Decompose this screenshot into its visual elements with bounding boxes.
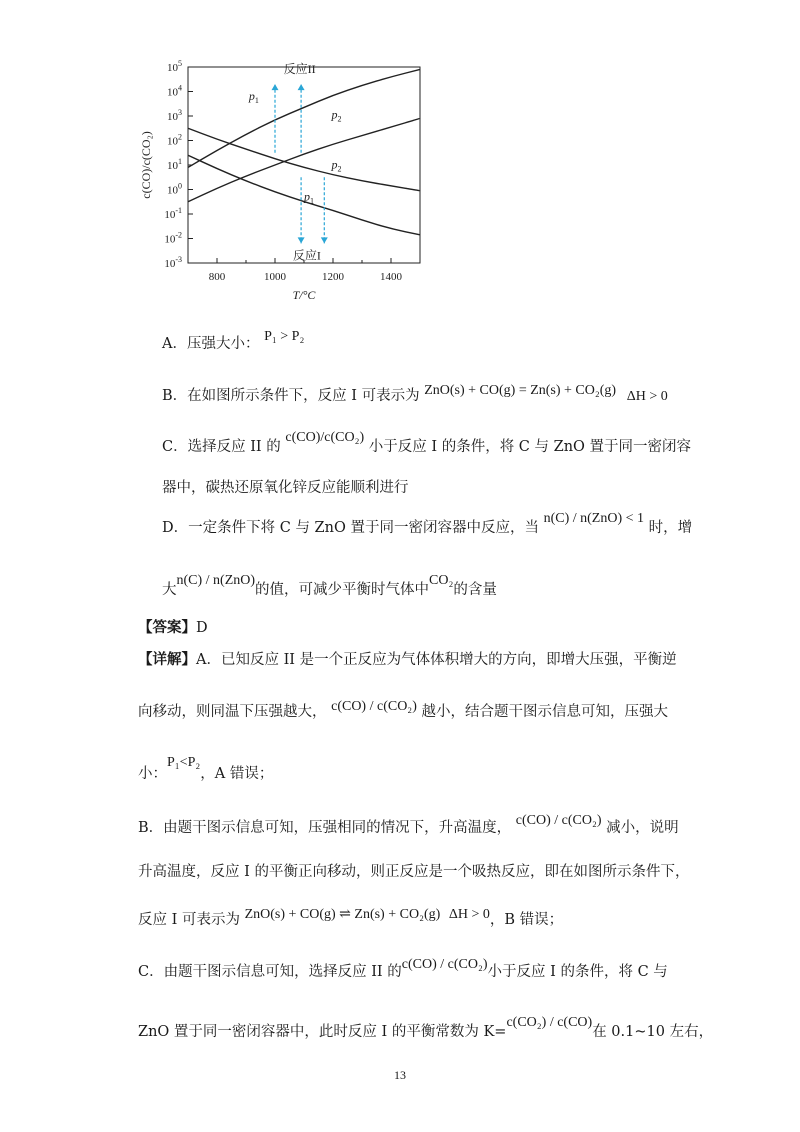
page-number: 13: [394, 1068, 406, 1082]
y-tick-label: $10^5$: [167, 59, 182, 74]
option-a: [162, 329, 305, 355]
answer-label: 【答案】: [138, 619, 196, 636]
answer-value: D: [196, 620, 208, 636]
reaction-arrowhead-1: [272, 84, 279, 90]
option-a-math: P₁ > P₂: [264, 329, 305, 344]
y-tick-label: $10^2$: [167, 132, 182, 148]
option-d-line2-post: 的含量: [453, 582, 497, 598]
option-d-pre: D．一定条件下将 C 与 ZnO 置于同一密闭容器中反应，当: [162, 520, 539, 536]
plot-frame: [188, 67, 420, 263]
detail-c-line1-math: c(CO) / c(CO₂): [401, 957, 488, 972]
x-tick-label: 1400: [380, 271, 402, 283]
detail-b-line3-math: ZnO(s) + CO(g) ⇌ Zn(s) + CO₂(g): [244, 907, 441, 922]
reaction-arrowhead-4: [321, 237, 328, 243]
detail-b-line1-post: 减小，说明: [606, 820, 679, 836]
option-c-line2: 器中，碳热还原氧化锌反应能顺利进行: [162, 480, 409, 496]
detail-b-line1: [138, 813, 679, 839]
option-d-line2: [162, 573, 497, 601]
detail-c-line1: [138, 957, 668, 983]
reaction-2-label: 反应II: [283, 62, 316, 77]
label-r1-p2: $p_2$: [331, 157, 342, 174]
reaction-arrowhead-2: [298, 84, 305, 90]
detail-a-line3-math: P₁<P₂: [167, 755, 201, 770]
detail-b-line3-dh: ΔH > 0: [448, 907, 490, 922]
y-tick-label: $10^1$: [167, 157, 182, 172]
option-d-line2-pre: 大: [162, 582, 177, 598]
detail-a-line1: [138, 650, 677, 670]
y-tick-label: $10^4$: [167, 83, 182, 99]
reaction-arrowhead-3: [298, 237, 305, 243]
y-tick-label: $10^0$: [167, 181, 182, 197]
equilibrium-chart: [130, 55, 440, 315]
detail-c-line2-pre: ZnO 置于同一密闭容器中，此时反应 I 的平衡常数为 K=: [138, 1024, 507, 1040]
detail-c-line2: [138, 1015, 714, 1043]
option-d-math: n(C) / n(ZnO) < 1: [543, 511, 645, 526]
detail-a-line2: [138, 699, 668, 723]
detail-label: 【详解】: [138, 651, 196, 668]
series-line-1: [188, 69, 420, 167]
x-axis-label: T/°C: [292, 288, 316, 302]
option-c-post: 小于反应 I 的条件，将 C 与 ZnO 置于同一密闭容: [368, 439, 692, 455]
detail-c-line1-post: 小于反应 I 的条件，将 C 与: [487, 964, 668, 980]
option-a-label: A．压强大小：: [162, 336, 260, 352]
option-b-label: B．在如图所示条件下，反应 I 可表示为: [162, 388, 420, 404]
y-axis-label: c(CO)/c(CO₂): [139, 131, 153, 199]
detail-b-line3: [138, 907, 564, 931]
detail-b-line3-pre: 反应 I 可表示为: [138, 912, 240, 928]
option-d-line2-mid: 的值，可减少平衡时气体中: [255, 582, 430, 598]
option-d-line2-math2: CO₂: [429, 573, 454, 588]
option-b: [162, 383, 668, 407]
detail-c-line1-pre: C．由题干图示信息可知，选择反应 II 的: [138, 964, 402, 980]
x-tick-label: 800: [208, 271, 226, 283]
option-c-line1: [162, 430, 692, 458]
detail-a-line3-post: ，A 错误；: [200, 766, 274, 782]
detail-b-line3-post: ，B 错误；: [489, 912, 564, 928]
y-tick-label: $10^{-3}$: [164, 255, 182, 270]
answer: [138, 618, 208, 638]
y-tick-label: $10^{-2}$: [164, 230, 182, 246]
label-r2-p2: $p_2$: [331, 107, 342, 124]
option-d-line1: [162, 511, 693, 539]
detail-a-line2-post: 越小，结合题干图示信息可知，压强大: [421, 704, 668, 720]
detail-a-line1-text: A．已知反应 II 是一个正反应为气体体积增大的方向，即增大压强，平衡逆: [196, 652, 677, 668]
detail-a-line3-pre: 小：: [138, 766, 167, 782]
detail-c-line2-post: 在 0.1~10 左右，: [592, 1024, 714, 1040]
detail-b-line1-math: c(CO) / c(CO₂): [515, 813, 602, 828]
detail-b-line2: 升高温度，反应 I 的平衡正向移动，则正反应是一个吸热反应，即在如图所示条件下，: [138, 864, 690, 880]
option-d-line2-math: n(C) / n(ZnO): [176, 573, 256, 588]
detail-a-line3: [138, 755, 274, 785]
option-d-post: 时，增: [648, 520, 693, 536]
label-r1-p1: $p_1$: [304, 189, 314, 206]
detail-a-line2-math: c(CO) / c(CO₂): [331, 699, 417, 714]
option-c-math: c(CO)/c(CO₂): [285, 430, 365, 445]
option-b-dh: ΔH > 0: [626, 389, 668, 404]
reaction-1-label: 反应I: [292, 248, 321, 263]
option-c-pre: C．选择反应 II 的: [162, 439, 281, 455]
y-tick-label: $10^3$: [167, 108, 182, 123]
option-b-math: ZnO(s) + CO(g) = Zn(s) + CO₂(g): [424, 383, 617, 398]
series-line-3: [188, 128, 420, 190]
detail-b-line1-pre: B．由题干图示信息可知，压强相同的情况下，升高温度，: [138, 820, 512, 836]
detail-c-line2-math: c(CO₂) / c(CO): [506, 1015, 593, 1030]
x-tick-label: 1200: [322, 271, 344, 283]
y-tick-label: $10^{-1}$: [164, 206, 182, 221]
x-tick-label: 1000: [264, 271, 286, 283]
label-r2-p1: $p_1$: [248, 89, 259, 106]
detail-a-line2-pre: 向移动，则同温下压强越大，: [138, 704, 327, 720]
